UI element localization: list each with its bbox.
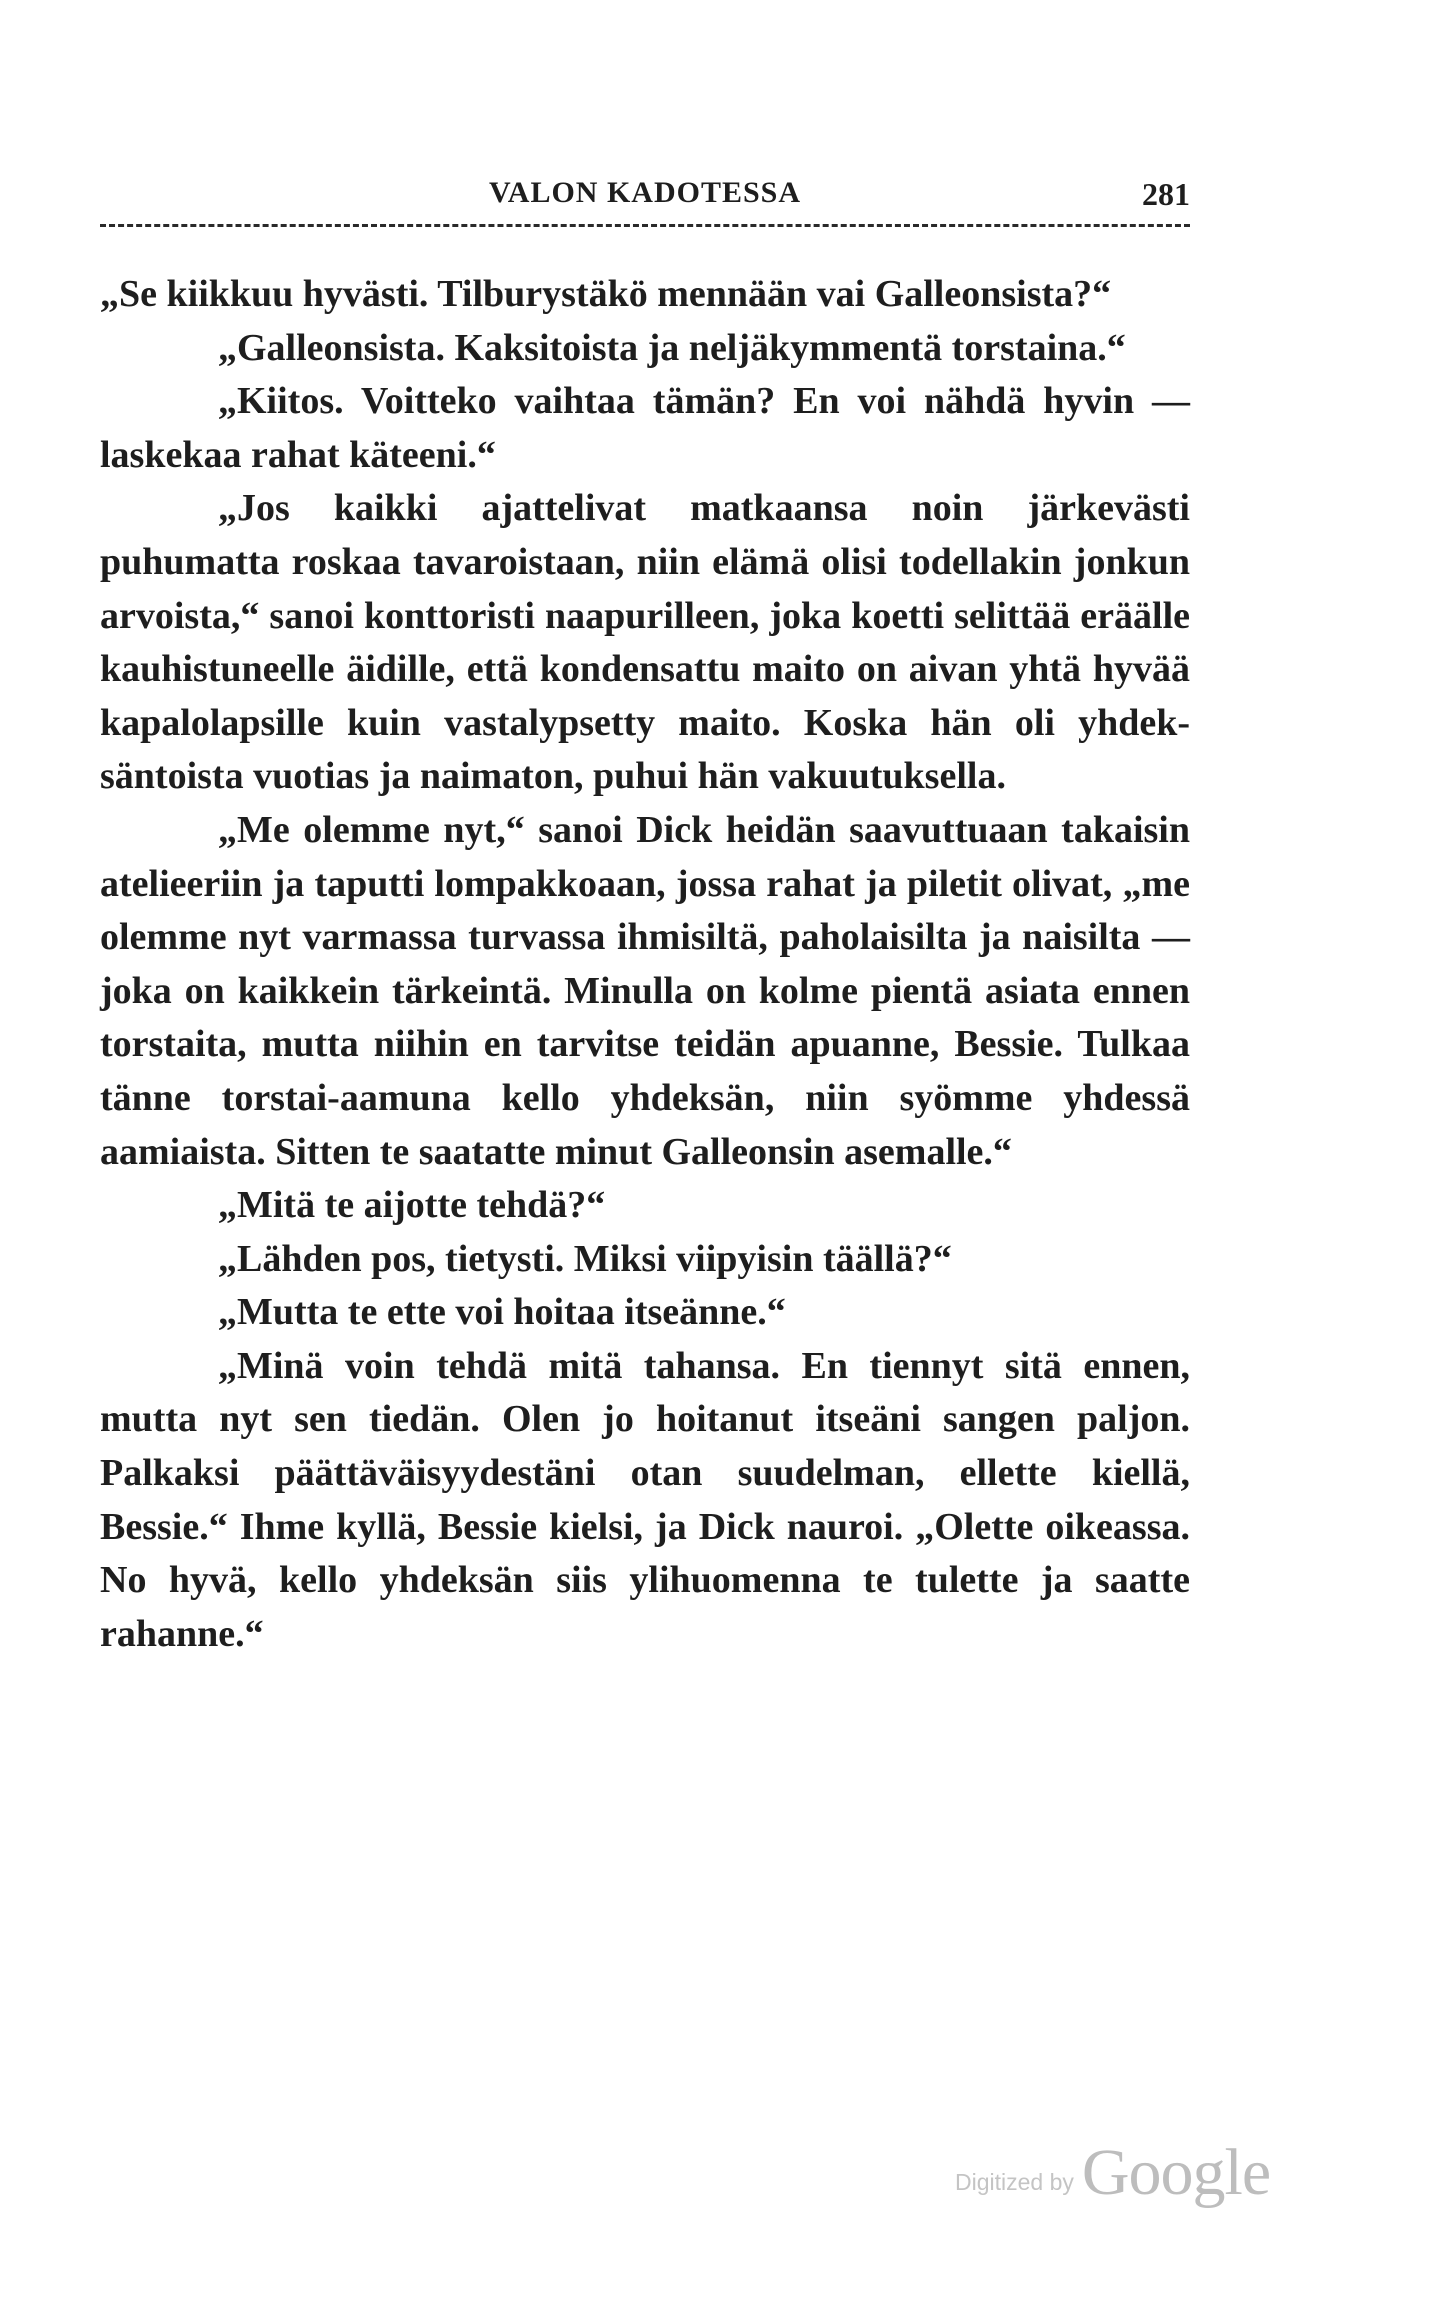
watermark-prefix: Digitized by xyxy=(955,2169,1074,2195)
paragraph: „Galleonsista. Kaksitoista ja neljäkymmentä torstaina.“ xyxy=(218,326,1126,369)
paragraph: „Lähden pos, tietysti. Miksi viipyisin täällä?“ xyxy=(218,1237,952,1280)
paragraph: „Jos kaikki ajattelivat matkaansa noin järkevästi puhumatta roskaa tavaroistaan, niin elämä olisi todellakin jonkun arvoista,“ sanoi konttoristi naapurilleen, joka koetti selittää eräälle kauhistuneelle äidille, että kondensattu maito on aivan yhtä hyvää kapalolapsille kuin vastalypsetty maito. Koska hän oli yhdeksäntoista vuotias ja naimaton, puhui hän vakuutuksella. xyxy=(100,487,1190,798)
body-text xyxy=(100,268,1190,1661)
running-header xyxy=(100,170,1190,220)
running-title: VALON KADOTESSA xyxy=(488,176,802,209)
paragraph: „Me olemme nyt,“ sanoi Dick heidän saavuttuaan takaisin atelieeriin ja taputti lompakkoaan, jossa rahat ja piletit olivat, „me olemme nyt varmassa turvassa ihmisiltä, paholaisilta ja naisilta — joka on kaikkein tärkeintä. Minulla on kolme pientä asiata ennen torstaita, mutta niihin en tarvitse teidän apuanne, Bessie. Tulkaa tänne torstai-aamuna kello yhdeksän, niin syömme yhdessä aamiaista. Sitten te saatatte minut Galleonsin asemalle.“ xyxy=(100,808,1190,1173)
paragraph: „Kiitos. Voitteko vaihtaa tämän? En voi nähdä hyvin — laskekaa rahat käteeni.“ xyxy=(100,380,1190,476)
paragraph: „Minä voin tehdä mitä tahansa. En tiennyt sitä ennen, mutta nyt sen tiedän. Olen jo hoitanut itseäni sangen paljon. Palkaksi päättäväisyydestäni otan suudelman, ellette kiellä, Bessie.“ Ihme kyllä, Bessie kielsi, ja Dick nauroi. „Olette oikeassa. No hyvä, kello yhdeksän siis ylihuomenna te tulette ja saatte rahanne.“ xyxy=(100,1344,1190,1655)
paragraph: „Mutta te ette voi hoitaa itseänne.“ xyxy=(218,1291,786,1334)
paragraph: „Se kiikkuu hyvästi. Tilburystäkö mennään vai Galleonsista?“ xyxy=(100,273,1112,315)
page-number: 281 xyxy=(1142,176,1190,212)
paragraph: „Mitä te aijotte tehdä?“ xyxy=(218,1184,606,1227)
header-rule xyxy=(100,224,1190,227)
google-logo: Google xyxy=(1081,2136,1271,2209)
digitized-by-watermark xyxy=(955,2135,1270,2211)
